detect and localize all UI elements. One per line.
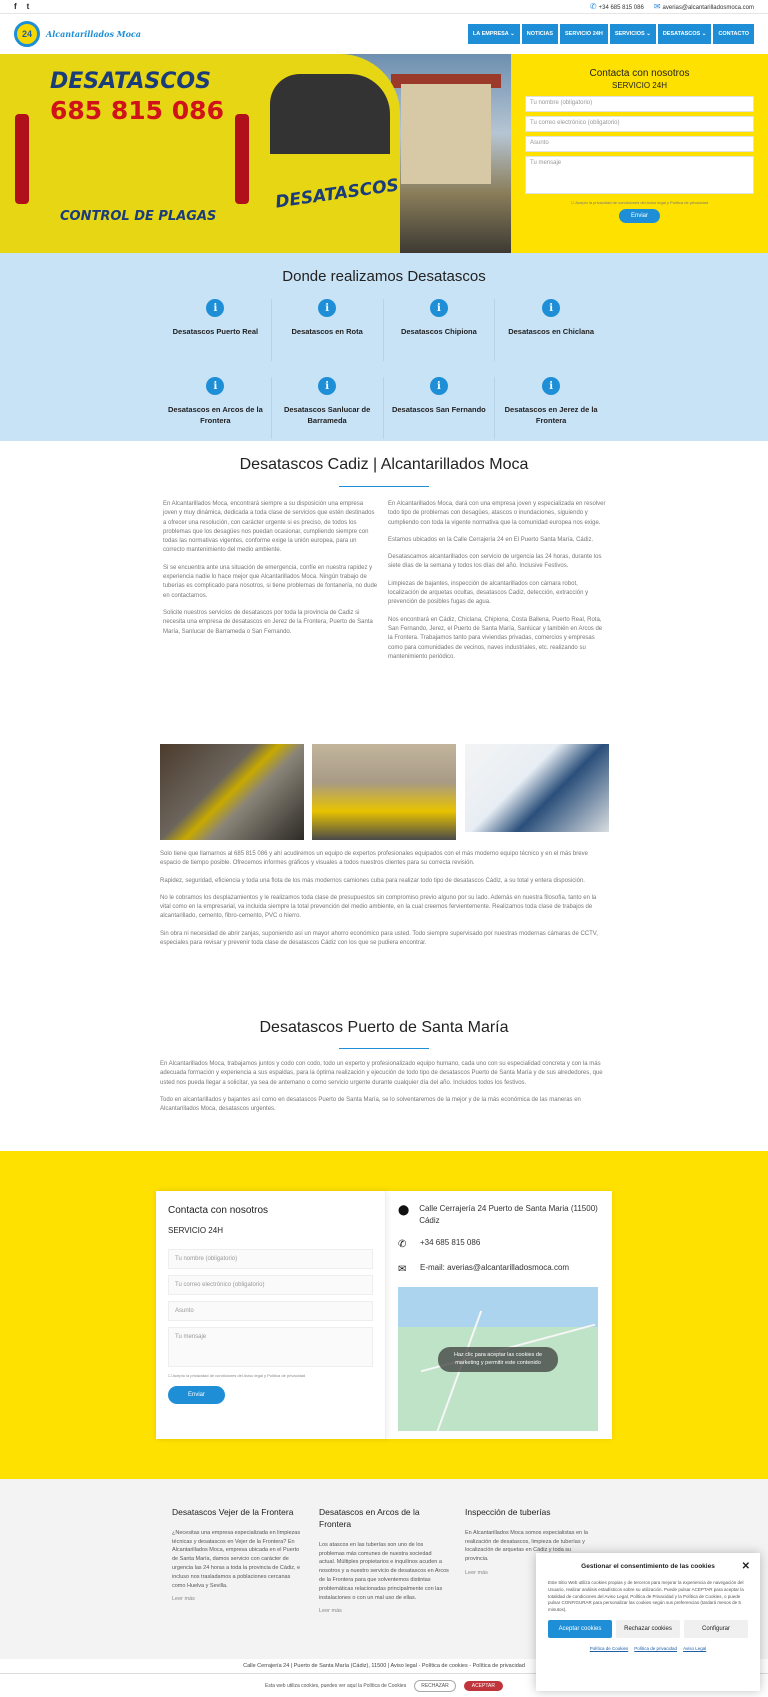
locations-title: Donde realizamos Desatascos <box>282 268 486 285</box>
article-title: Desatascos Cadiz | Alcantarillados Moca <box>239 456 529 473</box>
footer-col-arcos <box>319 1507 449 1614</box>
house <box>401 84 491 184</box>
cookie-modal-title: Gestionar el consentimiento de las cookies <box>581 1563 715 1570</box>
phone-icon: ✆ <box>398 1239 407 1250</box>
footer-col-text: Los atascos en las tuberías son uno de los problemas más comunes de nuestra sociedad actual. Múltiples propietarios e inquilinos acuden a nosotros y a nuestro servicio de desatascos en Arcos de la Frontera para que solventemos distintas problemáticas relacionadas principalmente con las instalaciones o con un mal uso de ellas. <box>319 1541 449 1601</box>
hero-message-textarea[interactable]: Tu mensaje <box>525 156 754 194</box>
contact-privacy-checkbox[interactable]: ☐ Acepto la privacidad de condiciones del Aviso legal y Política de privacidad <box>168 1373 306 1378</box>
top-email[interactable] <box>654 2 754 11</box>
read-more-link[interactable]: Leer más <box>465 1570 488 1577</box>
site-header <box>0 14 768 54</box>
cookie-modal-buttons <box>548 1620 748 1638</box>
location-item[interactable] <box>495 299 607 361</box>
info-icon: i <box>430 377 448 395</box>
location-label: Desatascos en Chiclana <box>508 327 595 336</box>
contact-phone-text: +34 685 815 086 <box>420 1238 481 1247</box>
footer-col-title: Desatascos Vejer de la Frontera <box>172 1507 294 1517</box>
read-more-link[interactable]: Leer más <box>319 1608 342 1615</box>
van-text-plagas: CONTROL DE PLAGAS <box>60 209 217 224</box>
article-left-p2: Si se encuentra ante una situación de emergencia, confíe en nuestra rapidez y experiencia nadie lo hace mejor que Alcantarillados Moca. Ningún trabajo de tuberías es complicado para nosotros, si tiene problemas de fontanería, no dude en contactarnos. <box>163 564 378 599</box>
photo-plumber <box>465 744 609 832</box>
logo-text: Alcantarillados Moca <box>46 29 141 39</box>
map-cookie-message[interactable]: Haz clic para aceptar las cookies de marketing y permitir este contenido <box>438 1347 558 1372</box>
location-item[interactable] <box>272 299 384 361</box>
nav-desatascos[interactable]: DESATASCOS ⌄ <box>658 24 712 44</box>
reject-cookies-button[interactable]: Rechazar cookies <box>616 1620 680 1638</box>
social-links <box>14 2 29 11</box>
contact-email-text: E-mail: averias@alcantarilladosmoca.com <box>420 1263 570 1272</box>
nav-servicio-24h[interactable]: SERVICIO 24H <box>560 24 608 44</box>
cookie-modal-text: Este Sitio Web utiliza cookies propias y de terceros para mejorar la experiencia de navegación del Usuario, realizar análisis estadísticos sobre su utilización. Puede pulsar ACEPTAR para aceptar la totalidad de condiciones del Aviso Legal, Política de Privacidad y la Política de Cookies, o puede pulsar CONFIGURAR para personalizar las cookies según sus preferencias (tardará menos de 5 minutos). <box>548 1580 744 1612</box>
title-separator <box>339 486 429 487</box>
read-more-link[interactable]: Leer más <box>172 1596 195 1603</box>
van-text-desatascos: DESATASCOS <box>50 69 211 94</box>
location-label: Desatascos en Arcos de la Frontera <box>167 405 263 425</box>
contact-subject-input[interactable]: Asunto <box>168 1301 373 1321</box>
puerto-p2: Todo en alcantarillados y bajantes así como en desatascos Puerto de Santa María, se lo solventaremos de la mejor y de la más económica de las maneras en Alcantarillados Moca, desatascos urgentes. <box>160 1096 581 1113</box>
locations-section <box>0 253 768 441</box>
hero-form-subtitle: SERVICIO 24H <box>612 81 667 90</box>
hero-name-input[interactable]: Tu nombre (obligatorio) <box>525 96 754 112</box>
location-item[interactable] <box>160 377 272 439</box>
top-phone[interactable] <box>590 2 644 11</box>
cookie-modal-links <box>548 1646 748 1651</box>
contact-box <box>156 1191 612 1439</box>
nav-noticias[interactable]: NOTICIAS <box>522 24 558 44</box>
van-taillight-right <box>235 114 249 204</box>
contact-phone[interactable] <box>398 1237 600 1252</box>
legal-notice-link[interactable]: Aviso Legal <box>683 1645 707 1651</box>
locations-grid <box>160 299 607 439</box>
photo-sewer-truck <box>312 744 456 840</box>
article-right-p3: Desatascamos alcantarillados con servicio de urgencia las 24 horas, durante los siete días de la semana y todos los días del año. Inclusive Festivos. <box>388 554 602 570</box>
location-item[interactable] <box>384 377 496 439</box>
article-right-p5: Nos encontrará en Cádiz, Chiclana, Chipiona, Costa Ballena, Puerto Real, Rota, San Fernando, Jerez, el Puerto de Santa María, Sanlúcar y también en Arcos de la Frontera. Trabajamos tanto para viviendas privadas, comercios y empresas como para comunidades de vecinos, naves industriales, etc. realizando su mantenimiento periódico. <box>388 616 603 660</box>
top-phone-text: +34 685 815 086 <box>598 5 644 11</box>
hero-privacy-checkbox[interactable]: ☐ Acepto la privacidad de condiciones del Aviso legal y Política de privacidad <box>570 200 709 205</box>
info-icon: i <box>206 299 224 317</box>
footer-col-text: ¿Necesitas una empresa especializada en limpiezas técnicas y desatascos en Vejer de la Frontera? En Alcantarillados Moca, empresa ubicada en el Puerto de Santa María, damos servicio con carácter de urgencia las 24 horas a toda la provincia de Cádiz, e incluso nos trasladamos a poblaciones cercanas como Huelva y Sevilla. <box>172 1529 301 1589</box>
article-left-p1: En Alcantarillados Moca, encontrará siempre a su disposición una empresa joven y muy dinámica, dedicada a toda clase de servicios que estén destinados a ofrecer una resolución, con carácter urgente si es preciso, de todos los problemas que los desagües nos puedan ocasionar, cumpliendo siempre con todas las normativas vigentes, conforme exige la unión europea, para un correcto mantenimiento del medio ambiente. <box>163 501 375 554</box>
hero-privacy-label: Acepto la privacidad de condiciones del Aviso legal y Política de privacidad <box>575 200 709 205</box>
location-item[interactable] <box>495 377 607 439</box>
article-right-p1: En Alcantarillados Moca, dará con una empresa joven y especializada en resolver todo tipo de problemas con desagües, atascos o inundaciones, siguiendo y cumpliendo con toda la vigente normativa que la comunidad europea nos exige. <box>388 501 606 526</box>
location-label: Desatascos en Rota <box>291 327 363 336</box>
location-pin-icon: ⬤ <box>398 1205 410 1216</box>
hero-form-title: Contacta con nosotros <box>589 68 690 79</box>
cookie-policy-link[interactable]: Política de Cookies <box>589 1645 629 1651</box>
nav-servicios[interactable]: SERVICIOS ⌄ <box>610 24 656 44</box>
contact-send-button[interactable]: Enviar <box>168 1386 225 1404</box>
article-right-p4: Limpiezas de bajantes, inspección de alcantarillados con cámara robot, localización de arquetas ocultas, desatascos Cadiz, detección, extracción y prevención de posibles fugas de agua. <box>388 580 589 606</box>
top-bar <box>0 0 768 14</box>
cookie-bar-text: Esta web utiliza cookies, puedes ver aquí la Política de Cookies <box>265 1682 407 1689</box>
top-email-text: averias@alcantarilladosmoca.com <box>662 5 754 11</box>
puerto-title: Desatascos Puerto de Santa María <box>259 1019 509 1036</box>
footer-col-text: En Alcantarillados Moca somos especialistas en la realización de desatascos, limpieza de tuberías y localización de arquetas en Cádiz y toda su provincia. <box>465 1529 588 1563</box>
contact-message-textarea[interactable]: Tu mensaje <box>168 1327 373 1367</box>
cookie-consent-modal <box>536 1553 760 1691</box>
photo-gas-pipe <box>160 744 304 840</box>
contact-email-input[interactable]: Tu correo electrónico (obligatorio) <box>168 1275 373 1295</box>
article-wide-p4: Sin obra ni necesidad de abrir zanjas, suponiendo así un mayor ahorro económico para usted. Todo siempre supervisado por nuestras modernas cámaras de CCTV, especiales para revisar y prevenir toda clase de desatascos Cádiz con los que se pudiera encontrar. <box>160 930 598 947</box>
phone-icon: ✆ <box>589 2 597 11</box>
hero-send-button[interactable]: Enviar <box>619 209 660 223</box>
location-label: Desatascos San Fernando <box>391 405 486 414</box>
nav-la-empresa[interactable]: LA EMPRESA ⌄ <box>468 24 520 44</box>
main-nav <box>468 24 754 44</box>
footer-bottom-bar: Calle Cerrajería 24 | Puerto de Santa María (Cádiz), 11500 | Aviso legal - Política de cookies - Política de privacidad <box>0 1659 768 1673</box>
cookie-reject-button[interactable]: RECHAZAR <box>414 1680 456 1692</box>
location-item[interactable] <box>272 377 384 439</box>
hero <box>0 54 768 253</box>
location-label: Desatascos Chipiona <box>400 327 477 336</box>
close-icon[interactable]: ✕ <box>741 1561 750 1572</box>
article-left-column <box>163 500 379 645</box>
info-icon: i <box>318 299 336 317</box>
hero-subject-input[interactable]: Asunto <box>525 136 754 152</box>
facebook-icon[interactable]: f <box>14 2 17 11</box>
hero-van-image <box>0 54 511 253</box>
puerto-text <box>160 1060 607 1122</box>
logo[interactable] <box>14 21 141 47</box>
location-item[interactable] <box>160 299 272 361</box>
article-left-p3: Solicite nuestros servicios de desatascos por toda la provincia de Cadiz si necesita una empresa de desatascos en Jerez de la Frontera, Puerto de Santa María, Sanlucar de Barrameda o San Fernando. <box>163 609 373 635</box>
van-taillight <box>15 114 29 204</box>
top-contact <box>590 2 754 11</box>
contact-info <box>386 1191 612 1439</box>
contact-privacy-label: Acepto la privacidad de condiciones del Aviso legal y Política de privacidad <box>172 1373 306 1378</box>
info-icon: i <box>206 377 224 395</box>
mail-icon: ✉ <box>398 1264 407 1275</box>
article-wide-p3: No le cobramos los desplazamientos y le realizamos toda clase de presupuestos sin compromiso previo alguno por su lado. Además en nuestra filosofía, tanto en la vital como en la empresarial, va incluida siempre la total prevención del medio ambiente, en la cual creemos fervientemente. Realizamos toda clase de trabajos de alcantarillado, cemento, fibro-cemento, PVC o hierro. <box>160 894 597 920</box>
configure-cookies-button[interactable]: Configurar <box>684 1620 748 1638</box>
privacy-policy-link[interactable]: Política de privacidad <box>634 1645 678 1651</box>
van-window <box>270 74 390 154</box>
contact-address <box>398 1203 600 1227</box>
contact-form <box>156 1191 386 1439</box>
van-text-side: DESATASCOS <box>274 175 401 213</box>
logo-badge: 24 <box>14 21 40 47</box>
hero-email-input[interactable]: Tu correo electrónico (obligatorio) <box>525 116 754 132</box>
accept-cookies-button[interactable]: Aceptar cookies <box>548 1620 612 1638</box>
map-sea <box>398 1287 598 1327</box>
footer-col-title: Desatascos en Arcos de la Frontera <box>319 1507 420 1529</box>
contact-email[interactable] <box>398 1262 600 1277</box>
contact-address-text: Calle Cerrajería 24 Puerto de Santa Maria (11500) Cádiz <box>419 1204 598 1225</box>
location-item[interactable] <box>384 299 496 361</box>
contact-form-title: Contacta con nosotros <box>168 1205 269 1216</box>
contact-section <box>0 1151 768 1479</box>
article-wide-p1: Solo tiene que llamarnos al 685 815 086 y ahí acudiremos un equipo de expertos profesionales equipados con el más moderno equipo técnico y en el más breve espacio de tiempo posible. Ofrecemos informes gráficos y visuales a todos nuestros clientes para su correcta revisión. <box>160 851 588 867</box>
footer-col-vejer <box>172 1507 302 1602</box>
hero-contact-form <box>511 54 768 253</box>
location-label: Desatascos Puerto Real <box>172 327 259 336</box>
van-text-phone: 685 815 086 <box>50 96 224 125</box>
article-wide-p2: Rapidez, seguridad, eficiencia y toda una flota de los más modernos camiones cuba para realizar todo tipo de desatascos Cádiz, a su total y entera disposición. <box>160 877 585 884</box>
puerto-separator <box>339 1048 429 1049</box>
location-label: Desatascos Sanlucar de Barrameda <box>283 405 371 425</box>
info-icon: i <box>430 299 448 317</box>
info-icon: i <box>542 299 560 317</box>
mail-icon: ✉ <box>653 2 661 11</box>
info-icon: i <box>318 377 336 395</box>
contact-name-input[interactable]: Tu nombre (obligatorio) <box>168 1249 373 1269</box>
puerto-p1: En Alcantarillados Moca, trabajamos juntos y codo con codo, todo un experto y profesionalizado equipo humano, cada uno con su especialidad concreta y con la más adecuada formación y experiencia a sus espaldas, para la óptima realización y ejecución de todo tipo de desatascos Puerto de Santa María y de sus alrededores, que usted nos pueda llegar a solicitar, ya sea de antemano o como servicio urgente durante cualquier día del año. Incluidos todos los festivos. <box>160 1061 603 1086</box>
footer-col-title: Inspección de tuberías <box>465 1507 551 1517</box>
article-right-column <box>388 500 606 670</box>
nav-contacto[interactable]: CONTACTO <box>713 24 754 44</box>
contact-form-subtitle: SERVICIO 24H <box>168 1226 223 1235</box>
article-wide-text <box>160 850 607 956</box>
article-right-p2: Estamos ubicados en la Calle Cerrajería 24 en El Puerto Santa María, Cádiz. <box>388 536 594 543</box>
location-label: Desatascos en Jerez de la Frontera <box>504 405 598 425</box>
twitter-icon[interactable]: t <box>26 2 30 11</box>
cookie-accept-button[interactable]: ACEPTAR <box>464 1681 503 1691</box>
info-icon: i <box>542 377 560 395</box>
map-embed[interactable] <box>398 1287 598 1431</box>
